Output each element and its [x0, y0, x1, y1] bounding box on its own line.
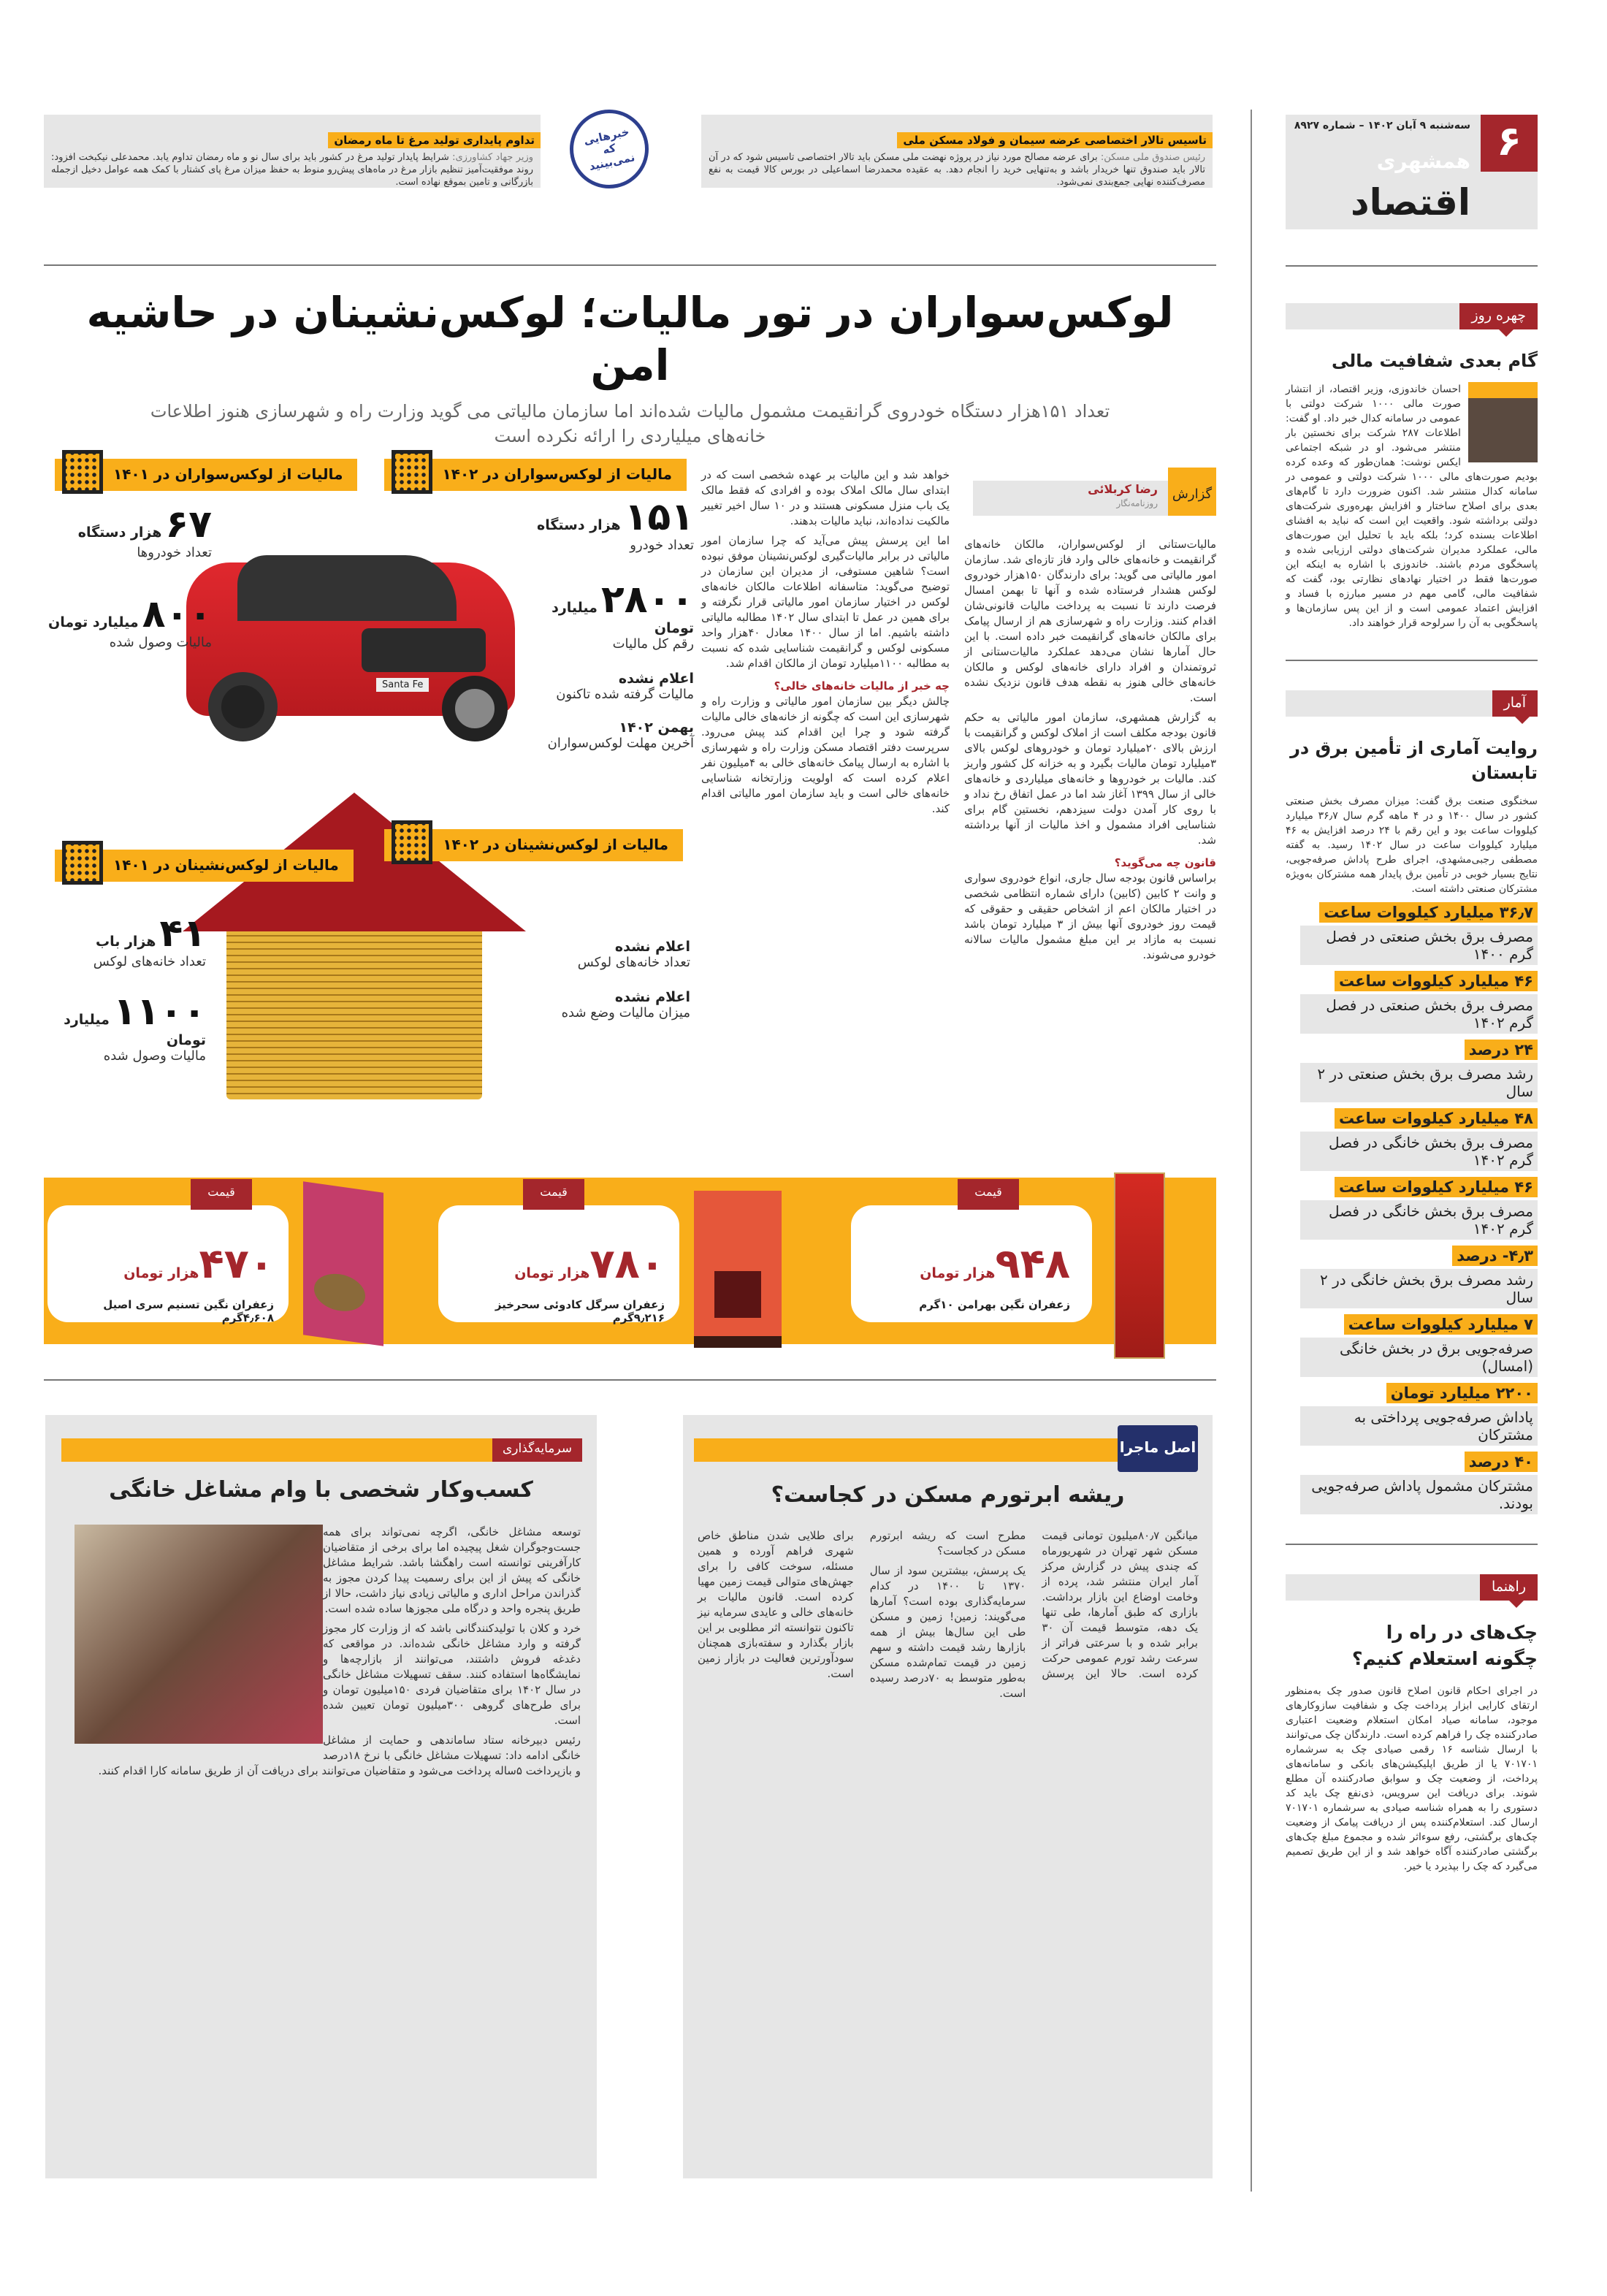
- masthead: [1286, 115, 1538, 229]
- section-tag: آمار: [1492, 690, 1538, 717]
- stat-value: ۴۰ درصد: [1465, 1452, 1538, 1472]
- divider: [44, 264, 1216, 266]
- stat-item: [1300, 1308, 1538, 1377]
- brief-title: تداوم پایداری تولید مرغ تا ماه رمضان: [328, 132, 541, 148]
- divider: [1286, 265, 1538, 267]
- stat-label: مصرف برق بخش خانگی در فصل گرم ۱۴۰۲: [1300, 1132, 1538, 1171]
- stat-unit: هزار دستگاه: [537, 517, 621, 533]
- stat-value: ۷ میلیارد کیلووات ساعت: [1344, 1314, 1538, 1335]
- stamp-text: خبرهایی که نمی‌بینید: [582, 125, 636, 174]
- price-value: ۴۷۰: [199, 1240, 274, 1288]
- divider: [44, 1379, 1216, 1381]
- car-1402-stats: [511, 489, 694, 751]
- product-card: [438, 1185, 679, 1324]
- paragraph: توسعه مشاغل خانگی، اگرچه نمی‌تواند برای همه جست‌وجوگران شغل پیچیده اما برای برخی از متقاضیان کارآفرینی توانسته است راهگشا باشد. شرایط مشاغل خانگی که پیش از این برای رسمیت پیدا کردن مجوز به گذراندن مراحل اداری و مالیاتی زیادی نیاز داشت، حالا از طریق پنجره واحد و درگاه ملی مجوزها ساده شده است.: [323, 1525, 581, 1615]
- product-image-bahraman: [1114, 1172, 1165, 1359]
- stat-value: ۸۰۰: [142, 592, 212, 636]
- product-image-saharkhiz: [694, 1191, 782, 1348]
- product-card: [47, 1185, 289, 1324]
- stat-value: ۴٫۳- درصد: [1452, 1246, 1538, 1266]
- stat-unit: میلیارد تومان: [64, 1012, 206, 1048]
- stat-label: رقم کل مالیات: [612, 636, 694, 652]
- stat-label: مصرف برق بخش صنعتی در فصل گرم ۱۴۰۰: [1300, 926, 1538, 965]
- stat-unit: هزار باب: [96, 934, 156, 950]
- stamp: [562, 102, 656, 196]
- stat-label: مالیات گرفته شده تاکنون: [556, 687, 694, 702]
- stat-value: ۶۷: [165, 503, 212, 546]
- sidebar-body: احسان خاندوزی، وزیر اقتصاد، از انتشار صورت مالی ۱۰۰۰ شرکت دولتی با عمومی در سامانه کدال خبر داد. او گفت: اطلاعات ۲۸۷ شرکت برای نخستین بار منتشر می‌شود. او در شبکه اجتماعی ایکس نوشت: همان‌طور که وعده کرده بودیم صورت‌های مالی ۱۰۰۰ شرکت دولتی و عمومی در سامانه کدال منتشر شد. اکنون ضرورت دارد تا گام‌های بعدی برای اصلاح ساختار و افزایش بهره‌وری شرکت‌های دولتی برداشته شود. واقعیت این است که نباید به افشای اطلاعات بسنده کرد؛ بلکه باید با تحلیل این صورت‌های مالی، عملکرد مدیران شرکت‌های دولتی ارزیابی شده و پاسخگوی مردم باشند. خاندوزی با اشاره به اینکه این صورت‌ها فقط در اختیار نهادهای نظارتی بود، گفت که شفافیت مالی، گامی مهم در مسیر مبارزه با فساد و افزایش اعتماد عمومی است و از این پس سازمان‌ها و پاسخگویی به آن را سرلوحه قرار خواهند داد.: [1286, 384, 1538, 629]
- car-badge: Santa Fe: [376, 678, 429, 692]
- date-line: سه‌شنبه ۹ آبان ۱۴۰۲ – شماره ۸۹۲۷: [1294, 120, 1470, 131]
- stat-value: اعلام نشده: [614, 939, 690, 955]
- paragraph: میانگین ۸۰٫۷میلیون تومانی قیمت مسکن شهر تهران در شهریورماه که چندی پیش در گزارش مرکز آمار ایران منتشر شد، پرده از وخامت اوضاع این بازار برداشت. بازاری که طبق آمارها، طی تنها یک دهه، متوسط قیمت آن ۳۰ برابر شده و با سرعتی فراتر از سرعت رشد تورم عمومی حرکت کرده است. حالا این پرسش مطرح است که ریشه ابرتورم مسکن در کجاست؟: [869, 1529, 1198, 1680]
- stat-item: [1300, 1377, 1538, 1446]
- subheading: قانون چه می‌گوید؟: [1114, 856, 1216, 869]
- stat-item: [1300, 965, 1538, 1034]
- sidebar-title: گام بعدی شفافیت مالی: [1331, 351, 1538, 371]
- ribbon-houses-1402: مالیات از لوکس‌نشینان در ۱۴۰۲: [384, 829, 683, 861]
- author-role: روزنامه‌نگار: [1116, 498, 1158, 508]
- brief-left: [44, 115, 541, 188]
- brief-source: وزیر جهاد کشاورزی:: [452, 152, 533, 163]
- product-image-tasnim: [303, 1181, 383, 1346]
- product-name: زعفران نگین تسنیم سری اصیل ۴٫۶۰۸گرم: [103, 1298, 274, 1324]
- stat-value: ۴۶ میلیارد کیلووات ساعت: [1335, 1177, 1538, 1197]
- paragraph: خرد و کلان با تولیدکنندگانی باشد که از وزارت کار مجوز گرفته و وارد مشاغل خانگی شده‌اند. در مواقعی که دغدغه فروش داشتند، می‌توانند از بازارچه‌ها و نمایشگاه‌ها استفاده کنند. سقف تسهیلات مشاغل خانگی در سال ۱۴۰۲ برای متقاضیان فردی ۱۵۰میلیون تومان و برای طرح‌های گروهی ۳۰۰میلیون تومان تعیین شده است.: [323, 1622, 581, 1727]
- house-1401-stats: [45, 913, 206, 1064]
- stat-label: تعداد خانه‌های لوکس: [577, 955, 690, 970]
- stat-value: ۲۲۰۰ میلیارد تومان: [1386, 1383, 1538, 1403]
- stat-item: [1300, 1171, 1538, 1240]
- product-name: زعفران نگین بهرامن ۱۰گرم: [919, 1298, 1070, 1311]
- paragraph: به گزارش همشهری، سازمان امور مالیاتی به حکم قانون بودجه مکلف است از املاک لوکس و گرانقیمت با ارزش بالای ۲۰میلیارد تومان و خودروهای لوکس بالای ۳میلیارد تومان مالیات بگیرد و به خزانه کل کشور واریز کند. مالیات بر خودروها و خانه‌های میلیاردی و خانه‌های خالی از سال ۱۳۹۹ آغاز شد اما در عمل اتفاق رخ نداد و با روی کار آمدن دولت سیزدهم، نخستین گام برای شناسایی افراد مشمول و اخذ مالیات از آنها برداشته شد.: [964, 711, 1217, 847]
- sidebar-title: روایت آماری از تأمین برق در تابستان: [1290, 738, 1538, 783]
- stat-label: مالیات وصول شده: [109, 635, 212, 650]
- car-image: [157, 533, 522, 745]
- stat-value: ۱۵۱: [624, 495, 694, 539]
- stat-label: رشد مصرف برق بخش صنعتی در ۲ سال: [1300, 1063, 1538, 1102]
- sidebar-body: در اجرای احکام قانون اصلاح قانون صدور چک به‌منظور ارتقای کارایی ابزار پرداخت چک و شفافیت سازوکارهای موجود، سامانه صیاد امکان استعلام وضعیت اعتباری صادرکننده چک را فراهم کرده است. دارندگان چک می‌توانند با ارسال شناسه ۱۶ رقمی صیادی چک به سرشماره ۷۰۱۷۰۱ یا از طریق اپلیکیشن‌های بانکی و سامانه‌های پرداخت، از وضعیت چک و سوابق صادرکننده آن مطلع شوند. برای دریافت این سرویس، ذی‌نفع چک باید کد دستوری را به همراه شناسه صیادی به سرشماره ۷۰۱۷۰۱ ارسال کند. استعلام‌کننده پس از دریافت پیامک از وضعیت چک‌های برگشتی، رفع سوءاثر شده و مجموع مبلغ چک‌های برگشتی صادرکننده آگاه خواهد شد و از این طریق تصمیم می‌گیرد که چک را بپذیرد یا خیر.: [1286, 1685, 1538, 1872]
- stat-label: صرفه‌جویی برق در بخش خانگی (امسال): [1300, 1338, 1538, 1377]
- stat-item: [1300, 1446, 1538, 1514]
- house-1402-stats: [533, 939, 690, 1021]
- stat-item: [1300, 1102, 1538, 1171]
- brief-title: تاسیس تالار اختصاصی عرضه سیمان و فولاد مسکن ملی: [897, 132, 1213, 148]
- section-bar: [1286, 690, 1538, 717]
- paragraph: براساس قانون بودجه سال جاری، انواع خودروی سواری و وانت ۲ کابین (کابین) دارای شماره انتظامی شخصی در اختیار مالکان اعم از اشخاص حقیقی و حقوقی که قیمت روز خودروی آنها بیش از ۳ میلیارد تومان باشد نسبت به مازاد بر این مبلغ مشمول مالیات سالانه خودرو می‌شوند.: [964, 872, 1216, 961]
- kicker: گزارش: [1168, 468, 1216, 516]
- paragraph: چالش دیگر بین سازمان امور مالیاتی و وزارت راه و شهرسازی این است که چگونه از خانه‌های خالی مالیات گرفته شود و چرا این اقدام کند پیش می‌رود. سرپرست دفتر اقتصاد مسکن وزارت راه و شهرسازی با اشاره به ارسال پیامک خانه‌های خالی به ۴میلیون نفر اعلام کرده است که اولویت وزارتخانه شناسایی خانه‌های خالی است و باید سازمان امور مالیاتی اقدام کند.: [701, 695, 950, 815]
- stat-label: میزان مالیات وضع شده: [561, 1005, 690, 1021]
- woman-sewing-photo: [75, 1525, 323, 1744]
- section-bar: [1286, 303, 1538, 329]
- stat-value: ۲۸۰۰: [601, 578, 694, 622]
- minister-photo: [1468, 382, 1538, 462]
- stat-value: ۴۸ میلیارد کیلووات ساعت: [1335, 1108, 1538, 1129]
- paragraph: برای طلایی شدن مناطق خاص شهری فراهم آورده و همین مسئله، سوخت کافی را برای جهش‌های متوالی قیمت زمین مهیا کرده است. قانون مالیات بر خانه‌های خالی و عایدی سرمایه نیز تاکنون نتوانسته اثر مطلوبی بر این بازار بگذارد و سفته‌بازی همچنان سودآورترین فعالیت در بازار زمین است.: [698, 1529, 854, 1680]
- stat-label: مالیات وصول شده: [103, 1048, 206, 1064]
- article-body: [698, 1528, 1198, 1701]
- stat-label: آخرین مهلت لوکس‌سواران: [547, 736, 694, 751]
- column-divider: [1251, 110, 1252, 2192]
- section-tag: سرمایه‌گذاری: [492, 1438, 582, 1462]
- stat-unit: میلیارد تومان: [48, 614, 139, 630]
- byline-box: [973, 481, 1216, 516]
- section-tag: چهره روز: [1459, 303, 1538, 329]
- price-unit: هزار تومان: [920, 1265, 996, 1281]
- car-1401-stats: [44, 504, 212, 650]
- stat-value: اعلام نشده: [618, 671, 694, 687]
- housing-article: [683, 1415, 1213, 2178]
- brief-text: شرایط پایدار تولید مرغ در کشور باید برای سال نو و ماه رمضان تداوم یابد. محمدعلی نیکبخت افزود: روند موفقیت‌آمیز تنظیم بازار مرغ در ماه‌های پیش‌رو منوط به حفظ میزان مرغ پای کشتار با کمک همه عوامل دخیل ازجمله بازرگانی و تامین بموقع نهاده است.: [51, 152, 533, 188]
- stat-item: [1300, 1034, 1538, 1102]
- stat-value: ۱۱۰۰: [113, 990, 206, 1034]
- stat-label: مصرف برق بخش صنعتی در فصل گرم ۱۴۰۲: [1300, 994, 1538, 1034]
- divider: [1286, 660, 1538, 661]
- stat-item: [1300, 1240, 1538, 1308]
- stat-item: [1300, 896, 1538, 965]
- article-title: کسب‌وکار شخصی با وام مشاغل خانگی: [109, 1477, 533, 1503]
- sidebar-title: چک‌های در راه را چگونه استعلام کنیم؟: [1351, 1622, 1538, 1669]
- brief-right: [701, 115, 1213, 188]
- paragraph: رئیس دبیرخانه ستاد ساماندهی و حمایت از مشاغل خانگی ادامه داد: تسهیلات مشاغل خانگی با نرخ ۱۸درصد و بازپرداخت ۵ساله پرداخت می‌شود و متقاضیان می‌توانند برای دریافت آن از طریق سامانه کارا اقدام کنند.: [98, 1734, 581, 1777]
- calendar-icon: [62, 450, 103, 494]
- section-tag: راهنما: [1480, 1574, 1538, 1601]
- stat-label: تعداد خودرو: [630, 538, 694, 553]
- stat-value: ۴۱: [159, 912, 206, 956]
- ribbon-cars-1402: مالیات از لوکس‌سواران در ۱۴۰۲: [384, 459, 687, 491]
- paper-logo: همشهری: [1376, 149, 1470, 173]
- author-name: رضا کربلائی: [1088, 482, 1158, 496]
- article-body: [61, 1525, 581, 1779]
- report-column-1: [964, 537, 1216, 963]
- calendar-icon: [392, 820, 432, 864]
- report-column-2: [701, 468, 950, 817]
- paragraph: اما این پرسش پیش می‌آید که چرا سازمان امور مالیاتی در برابر مالیات‌گیری لوکس‌نشینان موفق نبوده است؟ شاهین مستوفی، از مدیران این سازمان در توضیح می‌گوید: متاسفانه اطلاعات مالکان خانه‌های لوکس در اختیار سازمان امور مالیاتی قرار نگرفته و برای همین در عمل تا ابتدای سال ۱۴۰۲ مطالبه مالیاتی داشته باشیم. اما از سال ۱۴۰۰ معادل ۴۰هزار واحد مسکونی لوکس و گرانقیمت شناسایی شده که نسبت به مطالبه ۱۱۰۰میلیارد تومان از مالکان اقدام شد.: [701, 534, 950, 670]
- stat-value: بهمن ۱۴۰۲: [619, 720, 694, 736]
- subheading: چه خبر از مالیات خانه‌های خالی؟: [774, 679, 950, 693]
- calendar-icon: [62, 841, 103, 885]
- main-headline: لوکس‌سواران در تور مالیات؛ لوکس‌نشینان در حاشیه امن: [86, 288, 1174, 390]
- headline-block: [44, 286, 1216, 449]
- price-tag: قیمت: [958, 1179, 1019, 1210]
- stat-label: پاداش صرفه‌جویی پرداختی به مشترکان: [1300, 1406, 1538, 1446]
- stat-label: مشترکان مشمول پاداش صرفه‌جویی بودند.: [1300, 1475, 1538, 1514]
- stat-value: ۴۶ میلیارد کیلووات ساعت: [1335, 971, 1538, 991]
- ribbon-cars-1401: مالیات از لوکس‌سواران در ۱۴۰۱: [55, 459, 357, 491]
- product-card: [851, 1185, 1092, 1322]
- stat-label: رشد مصرف برق بخش خانگی در ۲ سال: [1300, 1269, 1538, 1308]
- calendar-icon: [392, 450, 432, 494]
- price-value: ۹۴۸: [995, 1240, 1070, 1288]
- sidebar-body: سخنگوی صنعت برق گفت: میزان مصرف بخش صنعتی کشور در سال ۱۴۰۰ و در ۴ ماهه گرم سال ۳۶٫۷ میلیارد کیلووات ساعت بود و این رقم با ۲۴ درصد افزایش به ۴۶ میلیارد کیلووات ساعت در سال ۱۴۰۲ رسید. به گفته مصطفی رجبی‌مشهدی، اجرای طرح پاداش صرفه‌جویی، نتایج بسیار خوبی در تأمین برق پایدار همه مشترکان به‌ویژه مشترکان صنعتی داشته است.: [1286, 796, 1538, 895]
- stat-label: تعداد خانه‌های لوکس: [93, 954, 206, 969]
- stat-unit: هزار دستگاه: [77, 525, 162, 541]
- ribbon-houses-1401: مالیات از لوکس‌نشینان در ۱۴۰۱: [55, 850, 354, 882]
- sidebar: [1286, 303, 1538, 1874]
- business-article: [45, 1415, 597, 2178]
- stat-value: ۳۶٫۷ میلیارد کیلووات ساعت: [1319, 902, 1538, 923]
- paragraph: یک پرسش، بیشترین سود از سال ۱۳۷۰ تا ۱۴۰۰ در کدام سرمایه‌گذاری بوده است؟ آمارها می‌گویند: زمین! زمین و مسکن طی این سال‌ها بیش از همه بازارها رشد قیمت داشته و سهم زمین در قیمت تمام‌شده مسکن به‌طور متوسط به ۷۰درصد رسیده است.: [869, 1564, 1026, 1700]
- price-value: ۷۸۰: [589, 1240, 665, 1288]
- stat-unit: میلیارد تومان: [551, 600, 694, 636]
- section-title: اقتصاد: [1351, 181, 1470, 224]
- article-title: ریشه ابرتورم مسکن در کجاست؟: [771, 1482, 1125, 1508]
- paragraph: خواهد شد و این مالیات بر عهده شخصی است که در ابتدای سال مالک املاک بوده و افرادی که فقط مالک یک باب منزل مسکونی هستند و در ۱۰ سال اخیر تغییر مالکیت نداده‌اند، نباید مالیات بدهند.: [701, 468, 950, 527]
- main-subtitle: تعداد ۱۵۱هزار دستگاه خودروی گرانقیمت مشمول مالیات شده‌اند اما سازمان مالیاتی می گوید وزارت راه و شهرسازی هنوز اطلاعات خانه‌های میلیاردی را ارائه نکرده است: [150, 401, 1110, 446]
- stat-value: اعلام نشده: [614, 989, 690, 1005]
- stat-label: تعداد خودروها: [137, 545, 212, 560]
- price-tag: قیمت: [191, 1179, 252, 1210]
- stat-list: [1286, 896, 1538, 1514]
- product-name: زعفران سرگل کادوئی سحرخیز ۹٫۲۱۶گرم: [495, 1298, 665, 1324]
- section-bar: [1286, 1574, 1538, 1601]
- stat-value: ۲۴ درصد: [1465, 1040, 1538, 1060]
- brief-text: برای عرضه مصالح مورد نیاز در پروژه نهضت ملی مسکن باید تالار اختصاصی تاسیس شود که در آن تالار باید صندوق تنها خریدار باشد و به‌تنهایی خرید را انجام دهد. به عقیده محمدرضا اسماعیلی در بورس کالا قیمت به نفع مصرف‌کننده نهایی جمع‌بندی نمی‌شود.: [709, 152, 1205, 188]
- page-number: ۶: [1481, 115, 1538, 172]
- price-unit: هزار تومان: [514, 1265, 590, 1281]
- stat-label: مصرف برق بخش خانگی در فصل گرم ۱۴۰۲: [1300, 1200, 1538, 1240]
- paragraph: مالیات‌ستانی از لوکس‌سواران، مالکان خانه‌های گرانقیمت و خانه‌های خالی وارد فاز تازه‌ای شد. سازمان امور مالیاتی می گوید: برای دارندگان ۱۵۰هزار خودروی لوکس هشدار فرستاده شده و آنها تا بهمن امسال فرصت دارند تا نسبت به پرداخت مالیات قانونی‌شان اقدام کنند. وزارت راه و شهرسازی هم از ارسال پیامک برای مالکان خانه‌های گرانقیمت خبر داده است. با این حال آمارها نشان می‌دهد عملکرد مالیات‌ستانی از ثروتمندان و افراد دارای خانه‌های لوکس و مالکان خانه‌های خالی هنوز به نقطه هدف قانون نزدیک نشده است.: [964, 538, 1216, 704]
- brief-source: رئیس صندوق ملی مسکن:: [1100, 152, 1205, 163]
- price-tag: قیمت: [523, 1179, 584, 1210]
- series-logo: اصل ماجرا: [1118, 1425, 1198, 1472]
- divider: [1286, 1544, 1538, 1545]
- price-unit: هزار تومان: [123, 1265, 199, 1281]
